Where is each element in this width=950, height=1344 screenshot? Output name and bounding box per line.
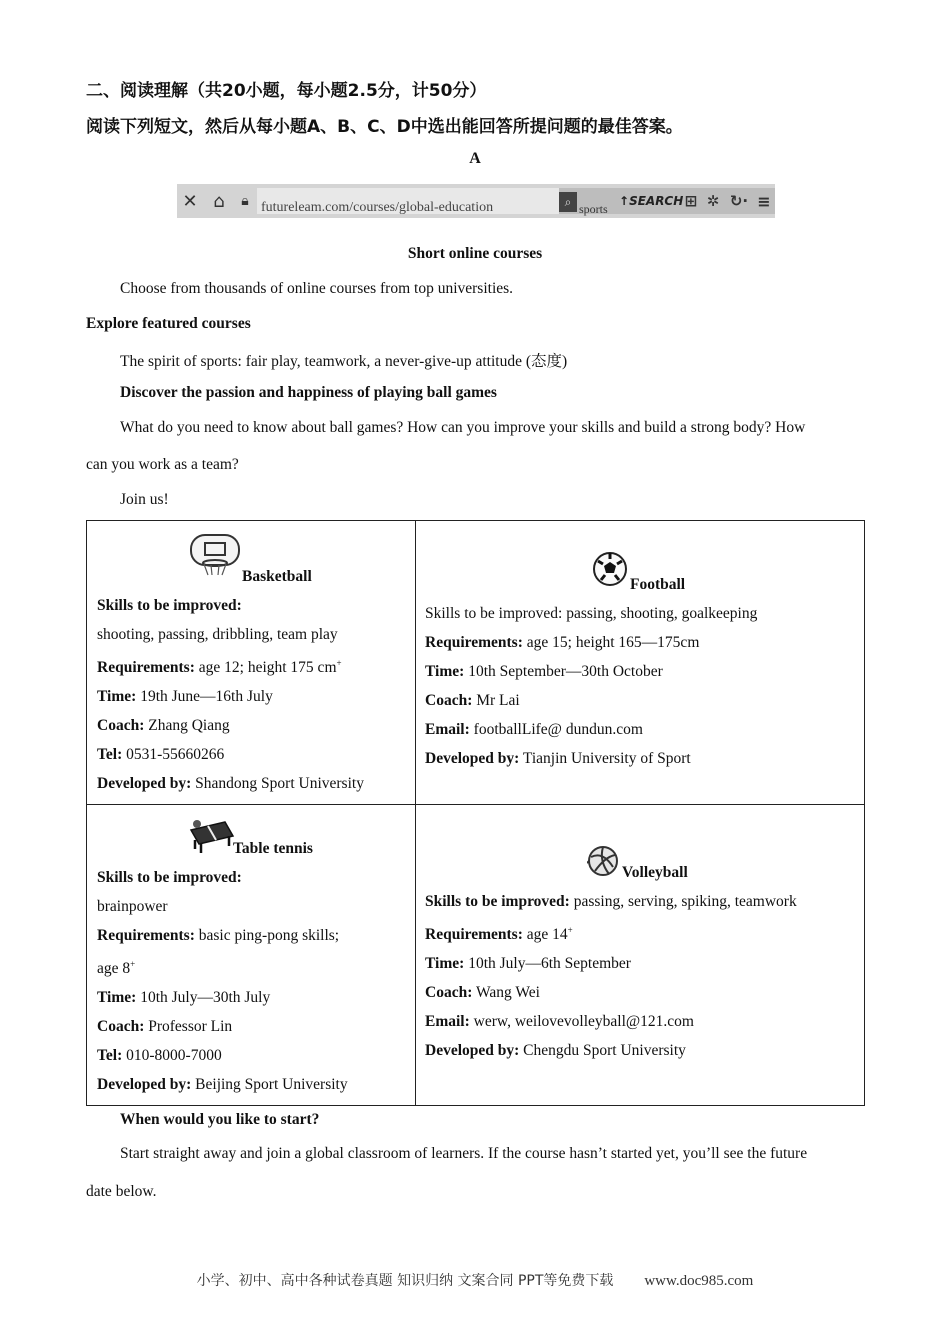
table-tennis-time-label: Time:: [97, 989, 137, 1007]
volleyball-title: Volleyball: [622, 864, 688, 881]
football-time-label: Time:: [425, 663, 465, 680]
football-email-value: footballLife@ dundun.com: [473, 721, 643, 738]
discover-line: Discover the passion and happiness of playing ball games: [120, 384, 497, 401]
volleyball-skills-value: passing, serving, spiking, teamwork: [573, 893, 797, 910]
volleyball-email-value: werw, weilovevolleyball@121.com: [473, 1013, 694, 1031]
football-req-value: age 15; height 165—175cm: [526, 634, 700, 651]
table-tennis-req2-value: age 8: [97, 960, 131, 978]
football-dev-label: Developed by:: [425, 750, 520, 767]
basketball-skills-label: Skills to be improved:: [97, 597, 242, 614]
table-tennis-title: Table tennis: [233, 840, 313, 857]
passage-letter-text: A: [469, 150, 481, 167]
volleyball-coach: [425, 978, 797, 1007]
menu-icon: ≡: [757, 191, 771, 211]
footer-text: 小学、初中、高中各种试卷真题 知识归纳 文案合同 PPT等免费下载: [196, 1273, 614, 1289]
volleyball-coach-value: Wang Wei: [475, 984, 540, 1002]
basketball-tel-value: 0531-55660266: [126, 746, 225, 764]
basketball-coach-value: Zhang Qiang: [148, 717, 230, 735]
volleyball-email-label: Email:: [425, 1013, 470, 1031]
home-icon: ⌂: [213, 190, 225, 212]
join-line: Join us!: [120, 491, 169, 508]
volleyball-details: [425, 887, 797, 1065]
basketball-tel-label: Tel:: [97, 746, 123, 764]
volleyball-email: [425, 1007, 797, 1036]
football-coach: [425, 686, 757, 715]
table-tennis-skills-label: Skills to be improved:: [97, 869, 242, 886]
grid-icon: ⊞: [684, 192, 698, 210]
table-divider-horizontal: [87, 804, 864, 805]
search-label: [619, 194, 683, 208]
lock-icon: 🔒︎: [241, 193, 249, 209]
basketball-dev-label: Developed by:: [97, 775, 192, 793]
basketball-req-value: age 12; height 175 cm: [198, 659, 337, 677]
football-dev-value: Tianjin University of Sport: [522, 750, 691, 767]
table-tennis-req2-sup: +: [130, 959, 136, 969]
basketball-developer: [97, 769, 364, 798]
volleyball-icon: [587, 845, 621, 882]
basketball-skills: shooting, passing, dribbling, team play: [97, 626, 338, 643]
table-tennis-requirements-age: [97, 950, 348, 983]
close-icon: ✕: [182, 190, 198, 212]
featured-heading: Explore featured courses: [86, 315, 251, 332]
basketball-time-label: Time:: [97, 688, 137, 706]
search-label-arrow-icon: ↑: [619, 194, 630, 208]
volleyball-req-label: Requirements:: [425, 926, 523, 944]
table-tennis-time: [97, 983, 348, 1012]
basketball-coach-label: Coach:: [97, 717, 145, 735]
volleyball-skills-label: Skills to be improved:: [425, 893, 570, 910]
football-title: Football: [630, 576, 686, 593]
search-icon: ⌕: [559, 192, 577, 212]
basketball-tel: [97, 740, 364, 769]
table-divider-vertical: [415, 521, 416, 1105]
volleyball-developer: [425, 1036, 797, 1065]
browser-bar-image: [177, 184, 775, 218]
question-line-2: can you work as a team?: [86, 456, 239, 473]
football-email-label: Email:: [425, 721, 470, 738]
volleyball-dev-value: Chengdu Sport University: [523, 1042, 686, 1060]
football-req-label: Requirements:: [425, 634, 523, 651]
volleyball-req-value: age 14: [526, 926, 568, 944]
spirit-line: The spirit of sports: fair play, teamwork, a never-give-up attitude (态度): [120, 353, 568, 370]
footer-url[interactable]: www.doc985.com: [644, 1273, 754, 1289]
table-tennis-dev-value: Beijing Sport University: [195, 1076, 348, 1094]
table-tennis-tel-value: 010-8000-7000: [126, 1047, 222, 1065]
volleyball-time: [425, 949, 797, 978]
article-intro: Choose from thousands of online courses from top universities.: [120, 280, 514, 297]
basketball-details: [97, 591, 364, 798]
basketball-title: Basketball: [242, 568, 312, 585]
start-heading: When would you like to start?: [120, 1111, 320, 1128]
basketball-time-value: 19th June—16th July: [140, 688, 273, 706]
basketball-req-label: Requirements:: [97, 659, 195, 677]
search-text: sports: [579, 202, 608, 216]
passage-letter: [0, 150, 950, 168]
page-footer: [0, 1270, 950, 1290]
football-coach-value: Mr Lai: [476, 692, 520, 709]
volleyball-skills: [425, 887, 797, 916]
basketball-dev-value: Shandong Sport University: [195, 775, 364, 793]
football-time: [425, 657, 757, 686]
volleyball-requirements: [425, 916, 797, 949]
table-tennis-tel-label: Tel:: [97, 1047, 123, 1065]
refresh-icon: ↻·: [729, 192, 749, 210]
table-tennis-skills: brainpower: [97, 898, 168, 915]
basketball-hoop-icon: [187, 533, 243, 582]
football-icon: [592, 551, 628, 592]
article-heading: Short online courses: [407, 245, 543, 262]
table-tennis-dev-label: Developed by:: [97, 1076, 192, 1094]
basketball-time: [97, 682, 364, 711]
volleyball-coach-label: Coach:: [425, 984, 473, 1002]
table-tennis-developer: [97, 1070, 348, 1099]
table-tennis-icon: [187, 816, 235, 861]
football-coach-label: Coach:: [425, 692, 473, 709]
basketball-req-sup: +: [336, 658, 342, 668]
football-time-value: 10th September—30th October: [468, 663, 663, 680]
volleyball-time-value: 10th July—6th September: [468, 955, 631, 973]
football-developer: [425, 744, 757, 773]
url-text: futureleam.com/courses/global-education: [261, 200, 494, 215]
table-tennis-time-value: 10th July—30th July: [140, 989, 271, 1007]
course-table: [86, 520, 865, 1106]
basketball-requirements: [97, 649, 364, 682]
football-skills: Skills to be improved: passing, shooting, goalkeeping: [425, 605, 758, 622]
football-email: [425, 715, 757, 744]
volleyball-dev-label: Developed by:: [425, 1042, 520, 1060]
football-details: [425, 599, 757, 773]
football-requirements: [425, 628, 757, 657]
search-label-text: SEARCH: [629, 194, 684, 208]
table-tennis-coach-label: Coach:: [97, 1018, 145, 1036]
settings-icon: ✲: [706, 192, 720, 210]
volleyball-time-label: Time:: [425, 955, 465, 973]
table-tennis-req-label: Requirements:: [97, 927, 195, 944]
basketball-coach: [97, 711, 364, 740]
table-tennis-tel: [97, 1041, 348, 1070]
question-line-1: What do you need to know about ball games? How can you improve your skills and build a strong body? How: [120, 419, 806, 436]
table-tennis-coach-value: Professor Lin: [148, 1018, 233, 1036]
table-tennis-req-value: basic ping-pong skills;: [198, 927, 340, 944]
table-tennis-requirements: [97, 921, 348, 950]
start-line-1: Start straight away and join a global classroom of learners. If the course hasn’t started yet, you’ll see the future: [120, 1145, 808, 1162]
table-tennis-coach: [97, 1012, 348, 1041]
start-line-2: date below.: [86, 1183, 157, 1200]
volleyball-req-sup: +: [567, 925, 573, 935]
section-title: 二、阅读理解（共20小题，每小题2.5分，计50分）: [86, 81, 487, 101]
table-tennis-details: [97, 863, 348, 1099]
section-instruction: 阅读下列短文，然后从每小题A、B、C、D中选出能回答所提问题的最佳答案。: [86, 117, 683, 137]
